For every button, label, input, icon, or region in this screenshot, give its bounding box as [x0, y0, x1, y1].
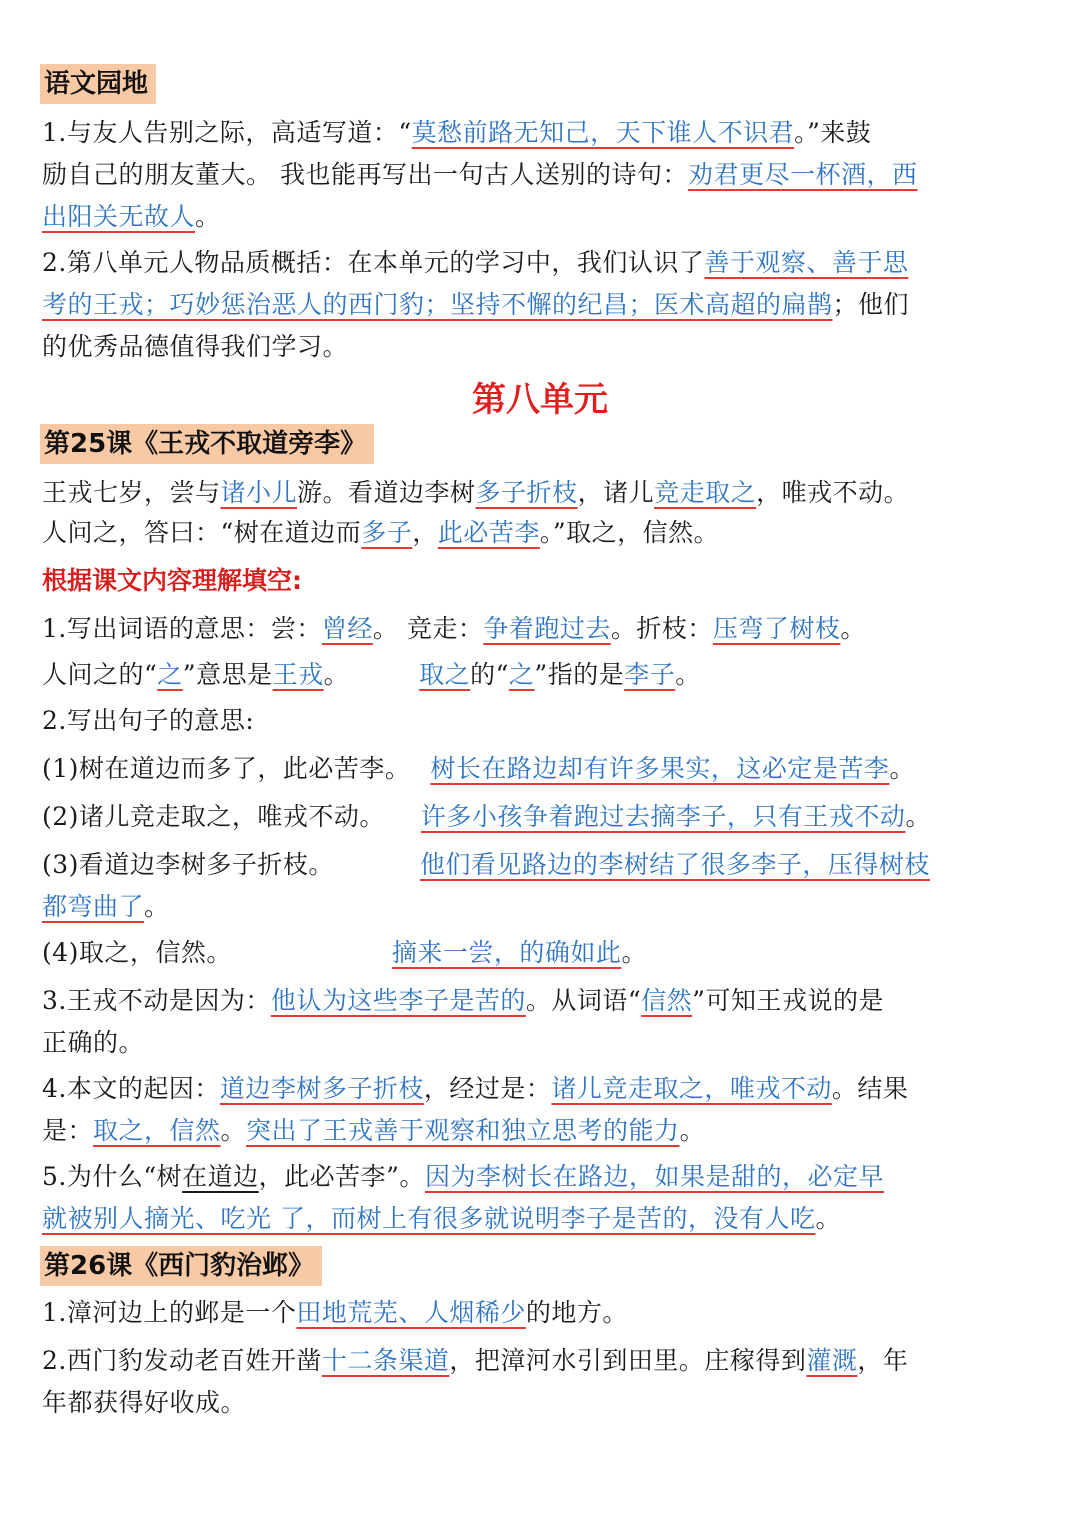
answer: 莫愁前路无知己，天下谁人不识君: [411, 118, 795, 147]
question: (2)诸儿竞走取之，唯戎不动。: [42, 802, 385, 831]
l25-q1-line2: [42, 654, 1052, 696]
l25-q5-line2: [42, 1198, 1052, 1240]
text: ”指的是: [534, 660, 625, 689]
text: 。: [840, 614, 866, 643]
text: 。: [195, 202, 221, 231]
text: 。 竞走：: [372, 614, 484, 643]
answer: 他们看见路边的李树结了很多李子，压得树枝: [419, 850, 930, 879]
underlined-text: 在道边: [182, 1162, 259, 1191]
l25-q2-item3-cont: 都弯曲了。: [42, 892, 170, 921]
text: 人问之的“: [42, 660, 158, 689]
l25-q3-line2: 正确的。: [42, 1028, 145, 1057]
text: 王戎七岁，尝与: [42, 478, 221, 507]
l26-q2-line1: [42, 1340, 1052, 1382]
answer: 十二条渠道: [321, 1346, 450, 1375]
l25-text-line2: [42, 512, 1052, 554]
answer: 摘来一尝，的确如此: [391, 938, 622, 967]
text: ，此必苦李”。: [258, 1162, 425, 1191]
s1-q1-line1: [42, 112, 1052, 154]
l25-text-line1: [42, 472, 1052, 514]
answer: 取之，信然: [93, 1116, 221, 1145]
text: 4.本文的起因：: [42, 1074, 220, 1103]
lesson25-header: 第25课《王戎不取道旁李》: [40, 424, 374, 464]
text: 。从词语“: [525, 986, 642, 1015]
l26-q2-line2: 年都获得好收成。: [42, 1388, 247, 1417]
text: 2.西门豹发动老百姓开凿: [42, 1346, 322, 1375]
answer: 多子: [361, 518, 413, 547]
section-header-yuwen-yuandi: 语文园地: [40, 64, 156, 104]
text: ，: [412, 518, 438, 547]
l25-q2-item2: (2)诸儿竞走取之，唯戎不动。 许多小孩争着跑过去摘李子，只有王戎不动。: [42, 802, 931, 831]
l25-q4-line2: [42, 1110, 1052, 1152]
answer: 李子: [624, 660, 676, 689]
l25-q5-line1: [42, 1156, 1052, 1198]
answer: 竞走取之: [654, 478, 757, 507]
text: ；他们: [832, 290, 910, 319]
lesson26-header: 第26课《西门豹治邺》: [40, 1246, 322, 1286]
question: (1)树在道边而多了，此必苦李。: [42, 754, 411, 783]
question: (4)取之，信然。: [42, 938, 232, 967]
answer: 多子折枝: [475, 478, 578, 507]
answer: 许多小孩争着跑过去摘李子，只有王戎不动: [420, 802, 906, 831]
text: 的优秀品德值得我们学习。: [42, 332, 349, 361]
s1-q1-line3: [42, 196, 1052, 238]
answer: 压弯了树枝: [712, 614, 841, 643]
answer: 考的王戎；巧妙惩治恶人的西门豹；坚持不懈的纪昌；医术高超的扁鹊: [42, 290, 833, 319]
fill-blank-title: 根据课文内容理解填空:: [42, 566, 302, 595]
answer: 就被别人摘光、吃光 了，而树上有很多就说明李子是苦的，没有人吃: [42, 1204, 816, 1233]
text: 的“: [470, 660, 509, 689]
text: ”可知王戎说的是: [692, 986, 884, 1015]
text: ，诸儿: [577, 478, 655, 507]
answer: 劝君更尽一杯酒，西: [687, 160, 918, 189]
text: ，经过是：: [423, 1074, 552, 1103]
l25-q4-line1: [42, 1068, 1052, 1110]
text: ，把漳河水引到田里。庄稼得到: [449, 1346, 807, 1375]
text: 1.写出词语的意思：尝：: [42, 614, 322, 643]
answer: 道边李树多子折枝: [219, 1074, 424, 1103]
text: 。: [323, 660, 350, 689]
answer: 树长在路边却有许多果实，这必定是苦李: [430, 754, 890, 783]
text: 1.与友人告别之际，高适写道：“: [42, 118, 412, 147]
unit-title: 第八单元: [472, 380, 608, 420]
answer: 之: [508, 660, 535, 689]
text: 1.漳河边上的邺是一个: [42, 1298, 297, 1327]
text: 5.为什么“树: [42, 1162, 183, 1191]
answer: 田地荒芜、人烟稀少: [296, 1298, 526, 1327]
s1-q2-line2: [42, 284, 1052, 326]
answer: 取之: [419, 660, 471, 689]
text: 励自己的朋友董大。 我也能再写出一句古人送别的诗句：: [42, 160, 688, 189]
text: 。: [220, 1116, 247, 1145]
answer: 此必苦李: [437, 518, 540, 547]
text: 。”取之，信然。: [539, 518, 720, 547]
l25-q1-line1: [42, 608, 1052, 650]
text: 人问之，答曰：“树在道边而: [42, 518, 362, 547]
text: 。”来鼓: [794, 118, 872, 147]
l25-q2-item4: (4)取之，信然。 摘来一尝，的确如此。: [42, 938, 647, 967]
answer: 都弯曲了: [42, 892, 145, 921]
answer: 之: [157, 660, 183, 689]
answer: 争着跑过去: [483, 614, 611, 643]
text: 是：: [42, 1116, 94, 1145]
s1-q2-line1: [42, 242, 1052, 284]
s1-q1-line2: [42, 154, 1052, 196]
l25-q2-item3: [42, 844, 1052, 886]
question: (3)看道边李树多子折枝。: [42, 850, 334, 879]
answer: 他认为这些李子是苦的: [270, 986, 526, 1015]
text: 。: [815, 1204, 841, 1233]
answer: 因为李树长在路边，如果是甜的，必定早: [424, 1162, 884, 1191]
answer: 诸小儿: [220, 478, 298, 507]
text: 3.王戎不动是因为：: [42, 986, 271, 1015]
answer: 王戎: [272, 660, 324, 689]
text: 。: [679, 1116, 706, 1145]
text: 游。看道边李树: [297, 478, 476, 507]
text: ，年: [857, 1346, 909, 1375]
l26-q1: [42, 1292, 1052, 1334]
answer: 诸儿竞走取之，唯戎不动: [551, 1074, 832, 1103]
answer: 出阳关无故人: [42, 202, 196, 231]
s1-q2-line3: [42, 326, 1052, 368]
l25-q3-line1: [42, 980, 1052, 1022]
answer: 善于观察、善于思: [704, 248, 909, 277]
answer: 信然: [641, 986, 693, 1015]
answer: 灌溉: [806, 1346, 858, 1375]
l25-q2-title: 2.写出句子的意思:: [42, 706, 255, 735]
text: ，唯戎不动。: [756, 478, 910, 507]
text: 的地方。: [525, 1298, 628, 1327]
answer: 突出了王戎善于观察和独立思考的能力: [246, 1116, 680, 1145]
text: 。结果: [831, 1074, 909, 1103]
answer: 曾经: [321, 614, 373, 643]
l25-q2-item1: (1)树在道边而多了，此必苦李。 树长在路边却有许多果实，这必定是苦李。: [42, 754, 915, 783]
text: 2.第八单元人物品质概括：在本单元的学习中，我们认识了: [42, 248, 705, 277]
text: 。折枝：: [610, 614, 713, 643]
text: 。: [675, 660, 701, 689]
text: ”意思是: [182, 660, 273, 689]
